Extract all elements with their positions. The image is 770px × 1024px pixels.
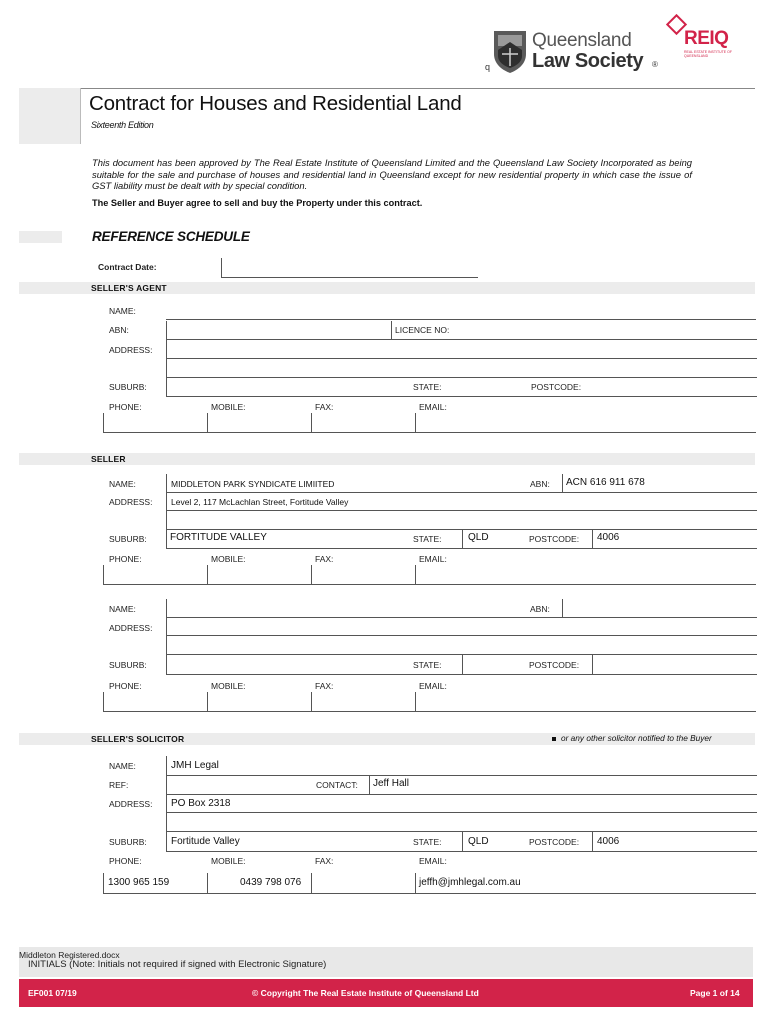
solicitor-postcode-label: POSTCODE:: [529, 837, 580, 847]
seller1-mobile-field[interactable]: [207, 565, 312, 584]
agent-licence-field[interactable]: [391, 321, 757, 340]
solicitor-phone-value: 1300 965 159: [108, 877, 170, 888]
agent-address-field[interactable]: [166, 340, 757, 378]
solicitor-address-label: ADDRESS:: [109, 799, 153, 809]
title-left-rule: [80, 88, 81, 144]
contract-date-label: Contract Date:: [98, 262, 157, 272]
footer-page-number: Page 1 of 14: [690, 988, 740, 998]
agent-licence-label: LICENCE NO:: [395, 325, 450, 335]
seller1-suburb-value: FORTITUDE VALLEY: [170, 532, 267, 543]
seller2-email-label: EMAIL:: [419, 681, 447, 691]
agent-fax-label: FAX:: [315, 402, 334, 412]
reiq-wordmark: REIQ: [684, 28, 729, 49]
title-side-shade: [19, 88, 80, 144]
seller1-phone-field[interactable]: [103, 565, 208, 584]
seller1-name-field[interactable]: [166, 474, 563, 493]
seller2-contact-row: [103, 692, 756, 712]
page-title: Contract for Houses and Residential Land: [89, 92, 462, 115]
seller2-suburb-label: SUBURB:: [109, 660, 147, 670]
solicitor-address-field[interactable]: [166, 795, 757, 832]
seller2-state-field[interactable]: [462, 655, 523, 674]
footer-form-code: EF001 07/19: [28, 988, 77, 998]
agent-suburb-label: SUBURB:: [109, 382, 147, 392]
solicitor-name-value: JMH Legal: [171, 760, 219, 771]
footer-copyright: © Copyright The Real Estate Institute of Queensland Ltd: [252, 988, 479, 998]
seller2-fax-field[interactable]: [311, 692, 416, 711]
solicitor-contact-label: CONTACT:: [316, 780, 358, 790]
stray-mark: q: [485, 62, 491, 72]
solicitor-mobile-label: MOBILE:: [211, 856, 246, 866]
seller2-postcode-field[interactable]: [592, 655, 757, 674]
qls-registered-mark: ®: [652, 60, 658, 69]
seller2-mobile-label: MOBILE:: [211, 681, 246, 691]
solicitor-postcode-value: 4006: [597, 836, 620, 847]
seller2-fax-label: FAX:: [315, 681, 334, 691]
solicitor-postcode-field[interactable]: [592, 832, 757, 851]
initials-note: INITIALS (Note: Initials not required if signed with Electronic Signature): [28, 959, 327, 970]
solicitor-fax-field[interactable]: [311, 873, 416, 893]
seller1-name-value: MIDDLETON PARK SYNDICATE LIMIITED: [171, 479, 335, 489]
agent-mobile-field[interactable]: [207, 413, 312, 432]
solicitor-contact-row: [103, 873, 756, 894]
seller1-address-divider: [167, 510, 757, 511]
edition: Sixteenth Edition: [91, 120, 154, 130]
seller1-contact-row: [103, 565, 756, 585]
agent-suburb-field[interactable]: [166, 378, 757, 397]
seller2-state-label: STATE:: [413, 660, 442, 670]
seller2-address-field[interactable]: [166, 618, 757, 655]
approval-paragraph: This document has been approved by The Real Estate Institute of Queensland Limited and the Queensland Law Society Incorporated as being suitable for the sale and purchase of houses and residential land in Queensland except for new residential property in which case the issue of GST liability must be dealt with by special condition.: [92, 157, 692, 191]
agent-abn-label: ABN:: [109, 325, 129, 335]
solicitor-suburb-value: Fortitude Valley: [171, 836, 240, 847]
solicitor-mobile-field[interactable]: [207, 873, 312, 893]
solicitor-note: or any other solicitor notified to the Buyer: [561, 733, 712, 743]
footer-filename: Middleton Registered.docx: [19, 950, 120, 960]
seller2-abn-label: ABN:: [530, 604, 550, 614]
seller1-address-label: ADDRESS:: [109, 497, 153, 507]
seller1-state-value: QLD: [468, 532, 489, 543]
schedule-title: REFERENCE SCHEDULE: [92, 229, 250, 244]
seller1-email-field[interactable]: [415, 565, 757, 584]
agent-address-label: ADDRESS:: [109, 345, 153, 355]
seller1-name-label: NAME:: [109, 479, 136, 489]
agent-email-field[interactable]: [415, 413, 757, 432]
agent-email-label: EMAIL:: [419, 402, 447, 412]
agent-phone-field[interactable]: [103, 413, 208, 432]
qls-crest-icon: [492, 28, 528, 74]
agent-name-field[interactable]: [166, 301, 756, 320]
solicitor-contact-field[interactable]: [369, 776, 757, 795]
seller1-email-label: EMAIL:: [419, 554, 447, 564]
agent-name-label: NAME:: [109, 306, 136, 316]
title-rule: [80, 88, 755, 89]
qls-name-line1: Queensland: [532, 30, 632, 51]
seller2-name-field[interactable]: [166, 599, 563, 618]
seller2-mobile-field[interactable]: [207, 692, 312, 711]
agent-contact-row: [103, 413, 756, 433]
solicitor-suburb-label: SUBURB:: [109, 837, 147, 847]
qls-logo: [492, 28, 664, 76]
agent-address-divider: [167, 358, 757, 359]
seller1-address-value: Level 2, 117 McLachlan Street, Fortitude Valley: [171, 497, 349, 507]
seller2-address-divider: [167, 635, 757, 636]
solicitor-name-field[interactable]: [166, 756, 757, 776]
solicitor-address-divider: [167, 812, 757, 813]
reiq-logo: [664, 12, 744, 62]
seller1-phone-label: PHONE:: [109, 554, 142, 564]
solicitor-state-label: STATE:: [413, 837, 442, 847]
solicitor-contact-value: Jeff Hall: [373, 778, 409, 789]
solicitor-name-label: NAME:: [109, 761, 136, 771]
solicitor-email-field[interactable]: [415, 873, 757, 893]
seller1-postcode-field[interactable]: [592, 529, 757, 548]
agent-state-label: STATE:: [413, 382, 442, 392]
seller-title: SELLER: [91, 454, 126, 464]
reiq-subtitle: REAL ESTATE INSTITUTE OF QUEENSLAND: [684, 50, 732, 58]
agent-fax-field[interactable]: [311, 413, 416, 432]
solicitor-state-value: QLD: [468, 836, 489, 847]
seller1-abn-value: ACN 616 911 678: [566, 477, 645, 488]
seller2-address-label: ADDRESS:: [109, 623, 153, 633]
agent-phone-label: PHONE:: [109, 402, 142, 412]
seller1-postcode-value: 4006: [597, 532, 620, 543]
seller1-fax-field[interactable]: [311, 565, 416, 584]
solicitor-email-value: jeffh@jmhlegal.com.au: [419, 877, 521, 888]
seller1-abn-field[interactable]: [562, 474, 757, 493]
seller1-address-field[interactable]: [166, 493, 757, 530]
seller1-state-field[interactable]: [462, 529, 523, 548]
solicitor-email-label: EMAIL:: [419, 856, 447, 866]
seller2-name-label: NAME:: [109, 604, 136, 614]
seller1-postcode-label: POSTCODE:: [529, 534, 580, 544]
seller2-phone-label: PHONE:: [109, 681, 142, 691]
agreement-statement: The Seller and Buyer agree to sell and buy the Property under this contract.: [92, 198, 423, 208]
seller-band: [19, 453, 755, 465]
solicitor-phone-field[interactable]: [103, 873, 208, 893]
solicitor-address-value: PO Box 2318: [171, 798, 231, 809]
schedule-side-shade: [19, 231, 62, 243]
seller2-email-field[interactable]: [415, 692, 757, 711]
seller1-suburb-label: SUBURB:: [109, 534, 147, 544]
agent-mobile-label: MOBILE:: [211, 402, 246, 412]
seller2-postcode-label: POSTCODE:: [529, 660, 580, 670]
seller1-state-label: STATE:: [413, 534, 442, 544]
agent-abn-field[interactable]: [166, 321, 392, 340]
sellers-agent-title: SELLER'S AGENT: [91, 283, 167, 293]
seller1-fax-label: FAX:: [315, 554, 334, 564]
solicitor-mobile-value: 0439 798 076: [240, 877, 302, 888]
seller1-abn-label: ABN:: [530, 479, 550, 489]
agent-postcode-label: POSTCODE:: [531, 382, 582, 392]
solicitor-phone-label: PHONE:: [109, 856, 142, 866]
contract-date-field[interactable]: [221, 258, 478, 278]
solicitor-bullet-icon: [552, 737, 556, 741]
solicitor-ref-label: REF:: [109, 780, 129, 790]
solicitor-fax-label: FAX:: [315, 856, 334, 866]
solicitor-state-field[interactable]: [462, 832, 523, 851]
seller1-mobile-label: MOBILE:: [211, 554, 246, 564]
seller2-abn-field[interactable]: [562, 599, 757, 618]
qls-name-line2: Law Society: [532, 50, 644, 72]
solicitor-title: SELLER'S SOLICITOR: [91, 734, 185, 744]
seller2-phone-field[interactable]: [103, 692, 208, 711]
